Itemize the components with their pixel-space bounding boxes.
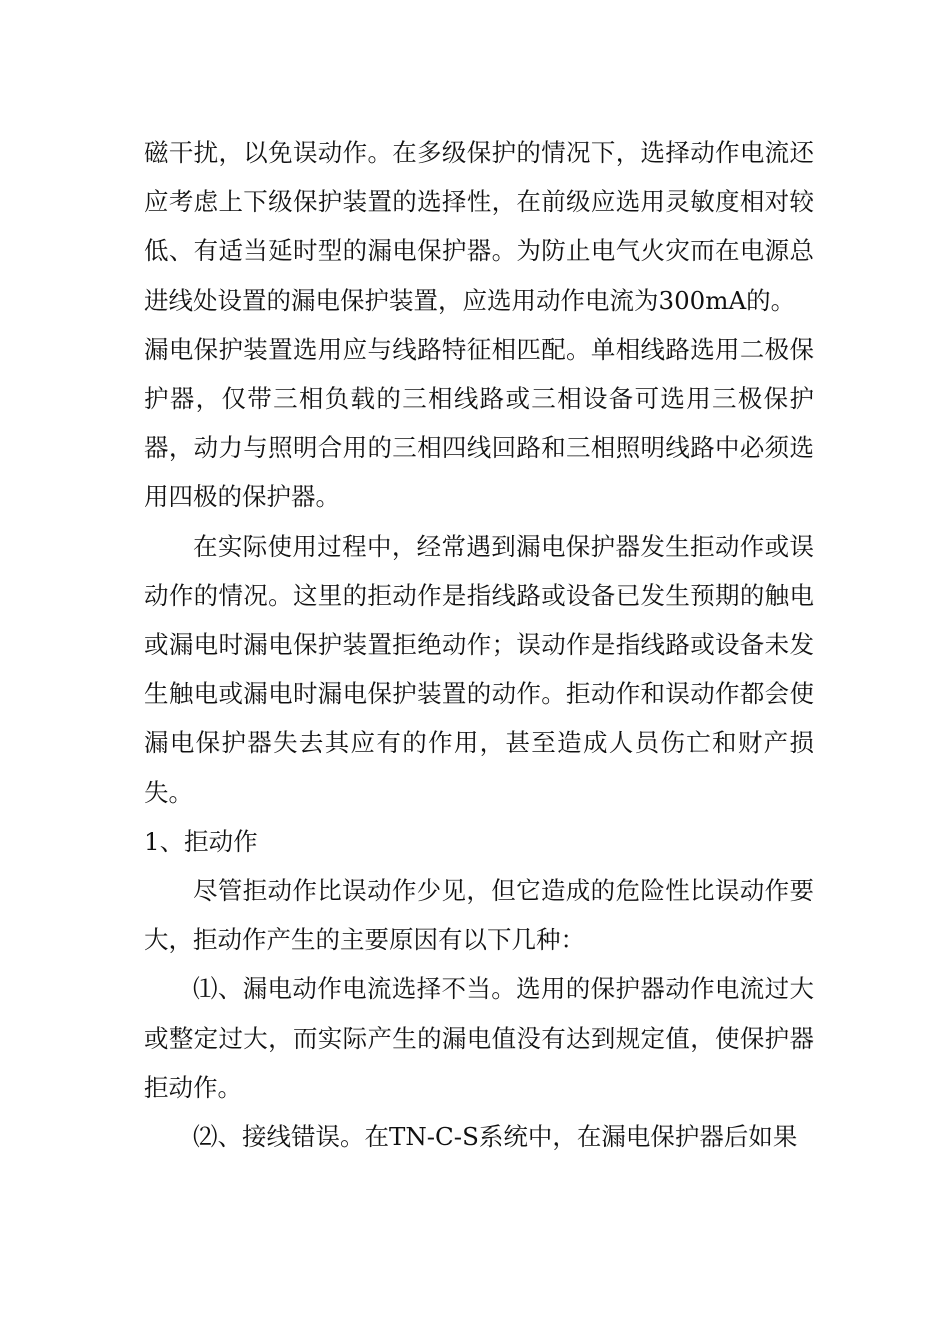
paragraph-refuse-action-intro: 尽管拒动作比误动作少见，但它造成的危险性比误动作要大，拒动作产生的主要原因有以下几种： bbox=[144, 876, 814, 955]
paragraph-selection-matching: 漏电保护装置选用应与线路特征相匹配。单相线路选用二极保护器，仅带三相负载的三相线路或三相设备可选用三极保护器，动力与照明合用的三相四线回路和三相照明线路中必须选用四极的保护器。 bbox=[144, 334, 814, 512]
list-item-cause-1: ⑴、漏电动作电流选择不当。选用的保护器动作电流过大或整定过大，而实际产生的漏电值没有达到规定值，使保护器拒动作。 bbox=[144, 974, 814, 1102]
section-heading-refuse-action: 1、拒动作 bbox=[144, 826, 258, 856]
document-body bbox=[144, 128, 814, 1161]
paragraph-malfunction-overview: 在实际使用过程中，经常遇到漏电保护器发生拒动作或误动作的情况。这里的拒动作是指线路或设备已发生预期的触电或漏电时漏电保护装置拒绝动作；误动作是指线路或设备未发生触电或漏电时漏电保护装置的动作。拒动作和误动作都会使漏电保护器失去其应有的作用，甚至造成人员伤亡和财产损失。 bbox=[144, 531, 814, 807]
list-item-cause-2: ⑵、接线错误。在TN-C-S系统中，在漏电保护器后如果 bbox=[193, 1122, 798, 1152]
paragraph-continued: 磁干扰，以免误动作。在多级保护的情况下，选择动作电流还应考虑上下级保护装置的选择性，在前级应选用灵敏度相对较低、有适当延时型的漏电保护器。为防止电气火灾而在电源总进线处设置的漏电保护装置，应选用动作电流为300mA的。 bbox=[144, 138, 814, 315]
